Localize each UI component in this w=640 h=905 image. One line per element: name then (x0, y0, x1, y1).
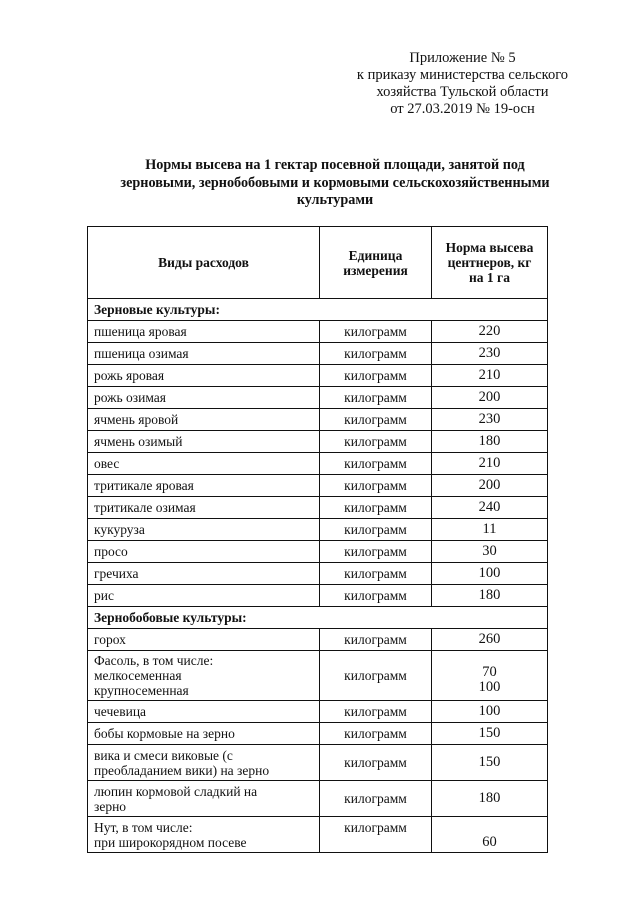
table-row (88, 563, 548, 585)
row-unit: килограмм (320, 321, 432, 343)
row-value: 150 (432, 723, 548, 745)
row-value: 240 (432, 497, 548, 519)
table-row (88, 541, 548, 563)
row-value: 70 100 (432, 651, 548, 701)
row-unit: килограмм (320, 541, 432, 563)
section-grain-label: Зерновые культуры: (88, 299, 548, 321)
row-value: 200 (432, 475, 548, 497)
row-name: тритикале озимая (88, 497, 320, 519)
table-row (88, 701, 548, 723)
appendix-date: от 27.03.2019 № 19-осн (390, 101, 535, 117)
section-legume-row (88, 607, 548, 629)
table-row (88, 629, 548, 651)
row-value: 60 (432, 817, 548, 853)
row-value: 150 (432, 745, 548, 781)
table-row (88, 453, 548, 475)
appendix-order-ref: к приказу министерства сельского (356, 67, 569, 83)
table-row (88, 365, 548, 387)
row-value: 230 (432, 409, 548, 431)
row-name: кукуруза (88, 519, 320, 541)
document-title (85, 157, 585, 210)
row-value: 100 (432, 701, 548, 723)
table-row (88, 585, 548, 607)
table-header-row (88, 227, 548, 299)
row-value: 100 (432, 563, 548, 585)
row-unit: килограмм (320, 431, 432, 453)
row-value: 260 (432, 629, 548, 651)
row-name: тритикале яровая (88, 475, 320, 497)
header-norm: Норма высева центнеров, кг на 1 га (432, 227, 548, 299)
row-unit: килограмм (320, 651, 432, 701)
row-value: 180 (432, 431, 548, 453)
table-row (88, 431, 548, 453)
row-unit: килограмм (320, 723, 432, 745)
table-row (88, 409, 548, 431)
row-unit: килограмм (320, 409, 432, 431)
row-name: овес (88, 453, 320, 475)
title-line-3: культурами (296, 192, 374, 208)
row-value: 180 (432, 585, 548, 607)
row-unit: килограмм (320, 453, 432, 475)
row-name: ячмень озимый (88, 431, 320, 453)
row-unit: килограмм (320, 629, 432, 651)
table-row (88, 343, 548, 365)
table-row (88, 475, 548, 497)
row-name: чечевица (88, 701, 320, 723)
table-row (88, 651, 548, 701)
row-value: 200 (432, 387, 548, 409)
row-name: горох (88, 629, 320, 651)
row-value: 11 (432, 519, 548, 541)
row-unit: килограмм (320, 563, 432, 585)
appendix-ministry: хозяйства Тульской области (376, 84, 549, 100)
row-value: 220 (432, 321, 548, 343)
section-grain-row (88, 299, 548, 321)
row-name: рожь озимая (88, 387, 320, 409)
seeding-norms-table (87, 226, 548, 853)
row-name: ячмень яровой (88, 409, 320, 431)
row-name: Фасоль, в том числе: мелкосеменная крупносеменная (88, 651, 320, 701)
row-unit: килограмм (320, 701, 432, 723)
row-value: 230 (432, 343, 548, 365)
row-name: рожь яровая (88, 365, 320, 387)
row-value: 30 (432, 541, 548, 563)
row-name: просо (88, 541, 320, 563)
row-unit: килограмм (320, 585, 432, 607)
row-value: 210 (432, 365, 548, 387)
row-value: 210 (432, 453, 548, 475)
row-unit: килограмм (320, 817, 432, 853)
table-row (88, 817, 548, 853)
table-row (88, 519, 548, 541)
row-name: пшеница озимая (88, 343, 320, 365)
row-unit: килограмм (320, 497, 432, 519)
appendix-block (340, 50, 585, 118)
row-name: вика и смеси виковые (с преобладанием вики) на зерно (88, 745, 320, 781)
row-name: Нут, в том числе: при широкорядном посеве (88, 817, 320, 853)
row-name: люпин кормовой сладкий на зерно (88, 781, 320, 817)
row-name: пшеница яровая (88, 321, 320, 343)
row-unit: килограмм (320, 365, 432, 387)
row-name: рис (88, 585, 320, 607)
table-row (88, 387, 548, 409)
row-unit: килограмм (320, 745, 432, 781)
appendix-number: Приложение № 5 (409, 50, 516, 66)
table-row (88, 745, 548, 781)
table-row (88, 781, 548, 817)
row-name: гречиха (88, 563, 320, 585)
row-value: 180 (432, 781, 548, 817)
row-unit: килограмм (320, 475, 432, 497)
section-legume-label: Зернобобовые культуры: (88, 607, 548, 629)
row-unit: килограмм (320, 387, 432, 409)
title-line-2: зерновыми, зернобобовыми и кормовыми сельскохозяйственными (120, 174, 550, 191)
table-row (88, 321, 548, 343)
header-expense-type: Виды расходов (88, 227, 320, 299)
row-unit: килограмм (320, 343, 432, 365)
row-unit: килограмм (320, 781, 432, 817)
header-unit: Единица измерения (320, 227, 432, 299)
table-row (88, 723, 548, 745)
title-line-1: Нормы высева на 1 гектар посевной площади, занятой под (145, 157, 525, 173)
row-unit: килограмм (320, 519, 432, 541)
row-name: бобы кормовые на зерно (88, 723, 320, 745)
table-row (88, 497, 548, 519)
